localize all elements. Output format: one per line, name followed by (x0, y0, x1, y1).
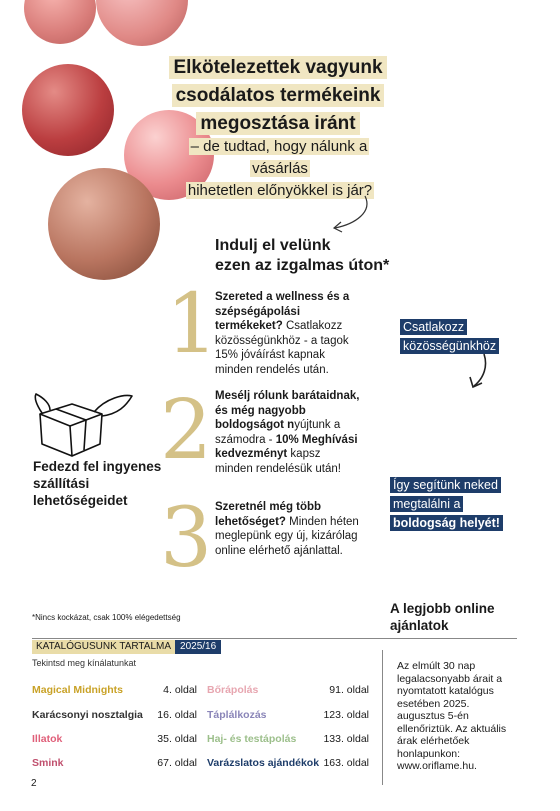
headline-line-3: megosztása iránt (196, 112, 359, 135)
toc-item-page: 67. oldal (157, 757, 197, 769)
toc-item-name: Bőrápolás (207, 684, 259, 696)
toc-item[interactable] (207, 708, 369, 722)
step-2-body: yújtunk a számodra - (215, 419, 341, 446)
down-arrow-icon (462, 352, 492, 392)
join-community-tag (400, 318, 510, 356)
toc-item-name: Haj- és testápolás (207, 733, 297, 745)
price-info: Az elmúlt 30 nap legalacsonyabb árait a nyomtatott katalógus esetében 2025. augusztus 5-én ellenőriztük. Az aktuális árak elérhetőek honlapunkon: www.oriflame.hu. (397, 660, 507, 772)
toc-title: KATALÓGUSUNK TARTALMA (32, 640, 175, 654)
toc-item[interactable] (32, 756, 197, 770)
journey-heading (215, 236, 415, 276)
toc-item[interactable] (32, 732, 197, 746)
step-1-body: Csatlakozz közösségünkhöz - a tagok 15% jóváírást kapnak minden rendelés után. (215, 320, 349, 376)
toc-item-page: 163. oldal (323, 757, 369, 769)
step-1-text (215, 290, 365, 377)
toc-item-page: 123. oldal (323, 709, 369, 721)
toc-issue: 2025/16 (175, 640, 221, 654)
toc-item-name: Illatok (32, 733, 63, 745)
toc-item-page: 4. oldal (163, 684, 197, 696)
curved-arrow-icon (325, 192, 375, 242)
journey-line-2: ezen az izgalmas úton* (215, 257, 390, 274)
step-3-bold: Szeretnél még több lehetőséget? (215, 501, 322, 528)
toc-header (32, 640, 221, 654)
step-number-3: 3 (160, 491, 213, 586)
toc-item-name: Smink (32, 757, 64, 769)
best-offers-text: A legjobb online ajánlatok (390, 601, 495, 633)
blush-ball-top-left (24, 0, 96, 44)
subheadline-line-1: – de tudtad, hogy nálunk a vásárlás (190, 138, 368, 177)
toc-vertical-divider (382, 650, 383, 785)
headline (163, 54, 393, 138)
step-1-bold: Szereted a wellness és a szépségápolási termékeket? (215, 291, 350, 332)
step-number-1: 1 (166, 277, 219, 372)
free-shipping-text: Fedezd fel ingyenes szállítási lehetőségeidet (33, 459, 162, 508)
step-3-text (215, 500, 365, 558)
toc-subtitle: Tekintsd meg kínálatunkat (32, 658, 137, 668)
step-3-body: Minden héten meglepünk egy új, kizárólag online elérhető ajánlattal. (215, 515, 359, 557)
toc-item[interactable] (207, 756, 369, 770)
toc-item[interactable] (207, 683, 369, 697)
happiness-tag (390, 476, 510, 533)
toc-item-name: Varázslatos ajándékok (207, 757, 320, 769)
blush-ball-red (22, 64, 114, 156)
step-number-2: 2 (160, 383, 213, 478)
toc-item-name: Karácsonyi nosztalgia (32, 709, 143, 721)
blush-ball-bronze (48, 168, 160, 280)
toc-item[interactable] (32, 708, 197, 722)
step-2-bold: Mesélj rólunk barátaidnak, és még nagyobb boldogságot n (215, 390, 360, 431)
toc-item-page: 91. oldal (329, 684, 369, 696)
headline-line-1: Elkötelezettek vagyunk (169, 56, 386, 79)
toc-item-page: 16. oldal (157, 709, 197, 721)
toc-divider (32, 638, 517, 639)
happiness-label-2: boldogság helyét! (390, 515, 503, 531)
step-2-bold-2: 10% Meghívási kedvezményt (215, 433, 358, 460)
step-2-text (215, 389, 360, 476)
join-community-label: Csatlakozz közösségünkhöz (400, 319, 499, 354)
toc-item-name: Táplálkozás (207, 709, 267, 721)
step-2-body-2: kapsz minden rendelésük után! (215, 448, 341, 475)
footnote: *Nincs kockázat, csak 100% elégedettség (32, 613, 181, 622)
journey-line-1: Indulj el velünk (215, 237, 331, 254)
happiness-label-1: Így segítünk neked megtalálni a (390, 477, 501, 512)
toc-item[interactable] (207, 732, 369, 746)
gift-box-icon (32, 392, 136, 462)
headline-line-2: csodálatos termékeink (172, 84, 385, 107)
toc-item-page: 35. oldal (157, 733, 197, 745)
toc-item-page: 133. oldal (323, 733, 369, 745)
subheadline-line-2: hihetetlen előnyökkel is jár? (187, 182, 373, 199)
page-number: 2 (31, 778, 37, 789)
toc-item[interactable] (32, 683, 197, 697)
toc-item-name: Magical Midnights (32, 684, 124, 696)
blush-ball-top-right (96, 0, 188, 46)
